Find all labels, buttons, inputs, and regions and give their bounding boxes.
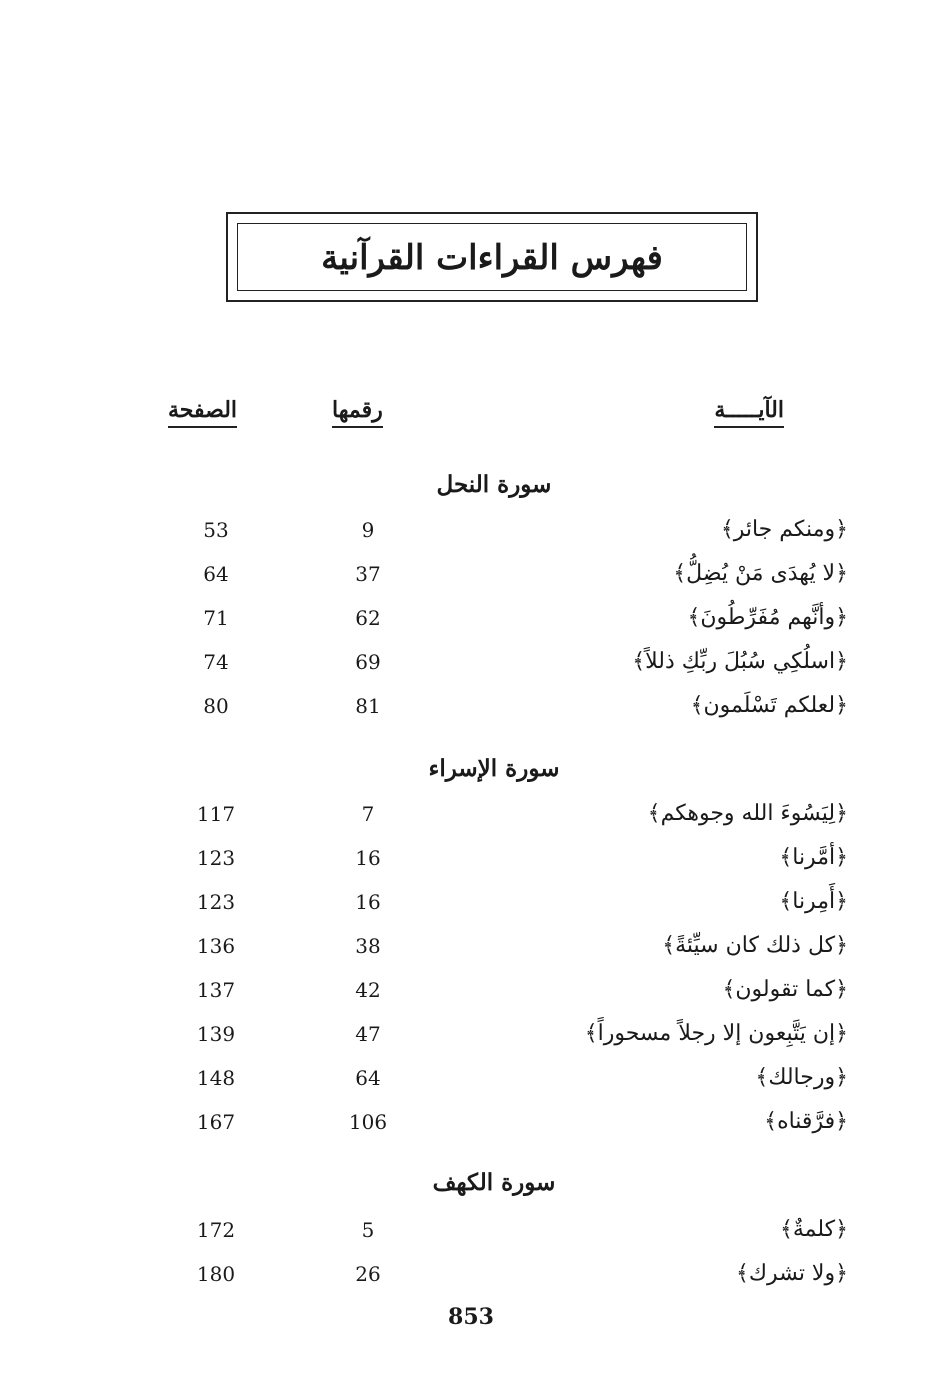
page-ref: 74 — [203, 650, 229, 674]
page-ref: 123 — [196, 890, 236, 914]
verse-text: ﴿إن يَتَّبِعون إلا رجلاً مسحوراً﴾ — [584, 1021, 848, 1046]
verse-number: 42 — [355, 978, 381, 1002]
page-ref: 148 — [196, 1066, 236, 1090]
surah-title-isra: سورة الإسراء — [428, 755, 560, 782]
table-row — [0, 556, 942, 592]
surah-title-kahf: سورة الكهف — [432, 1169, 556, 1196]
title-frame — [226, 212, 758, 302]
verse-text: ﴿ورجالك﴾ — [755, 1065, 848, 1090]
page-number: 853 — [448, 1304, 494, 1330]
table-row — [0, 1060, 942, 1096]
verse-text: ﴿لعلكم تَسْلَمون﴾ — [690, 693, 848, 718]
page-ref: 139 — [196, 1022, 236, 1046]
table-row — [0, 796, 942, 832]
verse-text: ﴿ولا تشرك﴾ — [736, 1261, 848, 1286]
verse-number: 5 — [361, 1218, 375, 1242]
verse-text: ﴿كلمةٌ﴾ — [779, 1217, 848, 1242]
table-row — [0, 512, 942, 548]
verse-number: 38 — [355, 934, 381, 958]
table-row — [0, 644, 942, 680]
page-ref: 117 — [196, 802, 236, 826]
surah-title-nahl: سورة النحل — [436, 471, 552, 498]
verse-number: 9 — [361, 518, 375, 542]
verse-number: 16 — [355, 846, 381, 870]
verse-text: ﴿كل ذلك كان سيِّئةً﴾ — [662, 933, 848, 958]
verse-number: 62 — [355, 606, 381, 630]
table-row — [0, 972, 942, 1008]
verse-text: ﴿فرَّقناه﴾ — [764, 1109, 848, 1134]
verse-number: 81 — [355, 694, 381, 718]
verse-number: 69 — [355, 650, 381, 674]
column-header-number: رقمها — [332, 396, 383, 428]
page-ref: 180 — [196, 1262, 236, 1286]
table-row — [0, 600, 942, 636]
table-row — [0, 1016, 942, 1052]
table-row — [0, 884, 942, 920]
page-ref: 53 — [203, 518, 229, 542]
verse-number: 16 — [355, 890, 381, 914]
verse-text: ﴿وأنَّهم مُفَرِّطُونَ﴾ — [687, 605, 848, 630]
column-header-verse: الآيـــــة — [714, 396, 784, 428]
verse-number: 37 — [355, 562, 381, 586]
table-row — [0, 840, 942, 876]
verse-text: ﴿ومنكم جائر﴾ — [720, 517, 848, 542]
verse-number: 106 — [348, 1110, 388, 1134]
verse-text: ﴿لا يُهدَى مَنْ يُضِلُّ﴾ — [673, 561, 848, 586]
page-ref: 172 — [196, 1218, 236, 1242]
verse-text: ﴿أمَّرنا﴾ — [779, 845, 848, 870]
verse-text: ﴿أَمِرنا﴾ — [779, 889, 848, 914]
table-row — [0, 1212, 942, 1248]
table-row — [0, 1256, 942, 1292]
verse-number: 47 — [355, 1022, 381, 1046]
page-title: فهرس القراءات القرآنية — [321, 238, 663, 278]
page-ref: 71 — [203, 606, 229, 630]
page-ref: 80 — [203, 694, 229, 718]
verse-text: ﴿اسلُكِي سُبُلَ ربِّكِ ذللاً﴾ — [632, 649, 848, 674]
verse-number: 7 — [361, 802, 375, 826]
table-row — [0, 1104, 942, 1140]
page-ref: 64 — [203, 562, 229, 586]
verse-number: 64 — [355, 1066, 381, 1090]
page-ref: 136 — [196, 934, 236, 958]
page-ref: 137 — [196, 978, 236, 1002]
verse-number: 26 — [355, 1262, 381, 1286]
page-ref: 167 — [196, 1110, 236, 1134]
page-ref: 123 — [196, 846, 236, 870]
table-row — [0, 928, 942, 964]
verse-text: ﴿لِيَسُوءَ الله وجوهكم﴾ — [647, 801, 848, 826]
table-row — [0, 688, 942, 724]
column-header-page: الصفحة — [168, 396, 237, 428]
verse-text: ﴿كما تقولون﴾ — [722, 977, 848, 1002]
